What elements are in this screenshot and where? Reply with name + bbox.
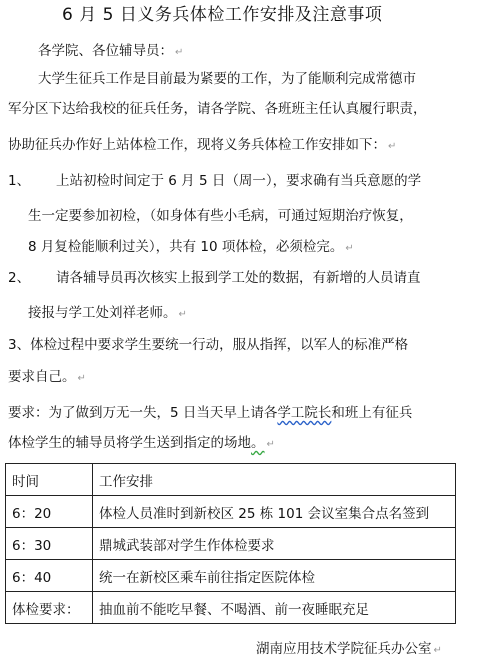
item-2-line-2	[28, 304, 187, 324]
item-1-line-2	[28, 207, 413, 225]
item-1-text-3: 8 月复检能顺利过关），共有 10 项体检，必须检完。	[28, 239, 344, 255]
table-cell-task: 抽血前不能吃早餐、不喝酒、前一夜睡眠充足	[93, 592, 456, 624]
item-3-text-2: 要求自己。	[8, 369, 76, 385]
intro-text-3: 协助征兵办作好上站体检工作，现将义务兵体检工作安排如下：	[8, 137, 386, 153]
item-3-line-1	[8, 336, 408, 354]
schedule-table	[5, 463, 456, 624]
item-2-number	[8, 269, 30, 287]
table-cell-task: 统一在新校区乘车前往指定医院体检	[93, 560, 456, 592]
item-3-number-text: 3、	[8, 337, 31, 353]
requirement-text-1a: 要求：为了做到万无一失，5 日当天早上请各	[8, 405, 278, 421]
intro-line-3	[8, 136, 396, 156]
intro-line-1	[38, 70, 416, 88]
paragraph-mark: ↵	[266, 439, 275, 450]
paragraph-mark: ↵	[175, 47, 184, 58]
item-3-line-2	[8, 368, 86, 388]
item-1-text-2: 生一定要参加初检，（如身体有些小毛病，可通过短期治疗恢复，	[28, 208, 413, 224]
table-header-task: 工作安排	[93, 464, 456, 496]
item-2-text-2: 接报与学工处刘祥老师。	[28, 305, 177, 321]
paragraph-mark: ↵	[178, 309, 187, 320]
requirement-text-2b: 。	[251, 435, 265, 451]
table-row	[6, 496, 456, 528]
table-cell-time: 6：30	[6, 528, 93, 560]
intro-text-2: 军分区下达给我校的征兵任务，请各学院、各班班主任认真履行职责，	[8, 101, 427, 117]
intro-text-1: 大学生征兵工作是目前最为紧要的工作，为了能顺利完成常德市	[38, 71, 416, 87]
item-3-text-1: 体检过程中要求学生要统一行动，服从指挥，以军人的标准严格	[30, 337, 409, 353]
item-1-line-3	[28, 238, 354, 258]
paragraph-mark: ↵	[433, 645, 442, 656]
item-1-number-text: 1、	[8, 173, 31, 189]
table-cell-time: 6：20	[6, 496, 93, 528]
paragraph-mark: ↵	[77, 373, 86, 384]
table-row	[6, 528, 456, 560]
document-title	[62, 4, 382, 26]
intro-line-2	[8, 100, 427, 118]
title-text: 6 月 5 日义务兵体检工作安排及注意事项	[62, 5, 383, 25]
table-header-time: 时间	[6, 464, 93, 496]
salutation	[38, 42, 183, 62]
table-cell-time: 体检要求：	[6, 592, 93, 624]
requirement-text-1b: 学工院长	[277, 405, 332, 421]
table-cell-task: 鼎城武装部对学生作体检要求	[93, 528, 456, 560]
signature	[256, 640, 442, 660]
requirement-line-2	[8, 434, 275, 454]
table-cell-task: 体检人员准时到新校区 25 栋 101 会议室集合点名签到	[93, 496, 456, 528]
requirement-text-2a: 体检学生的辅导员将学生送到指定的场地	[8, 435, 251, 451]
item-2-line-1	[56, 269, 421, 287]
paragraph-mark: ↵	[388, 141, 397, 152]
requirement-text-1c: 和班上有征兵	[331, 405, 413, 421]
item-1-number	[8, 172, 30, 190]
item-1-text-1: 上站初检时间定于 6 月 5 日（周一），要求确有当兵意愿的学	[56, 173, 422, 189]
item-1-line-1	[56, 172, 421, 190]
table-row	[6, 560, 456, 592]
table-row	[6, 592, 456, 624]
paragraph-mark: ↵	[345, 243, 354, 254]
requirement-line-1	[8, 404, 412, 422]
item-2-number-text: 2、	[8, 270, 31, 286]
signature-text: 湖南应用技术学院征兵办公室	[256, 641, 432, 657]
table-cell-time: 6：40	[6, 560, 93, 592]
table-header-row	[6, 464, 456, 496]
item-2-text-1: 请各辅导员再次核实上报到学工处的数据，有新增的人员请直	[56, 270, 421, 286]
salutation-text: 各学院、各位辅导员：	[38, 43, 173, 59]
